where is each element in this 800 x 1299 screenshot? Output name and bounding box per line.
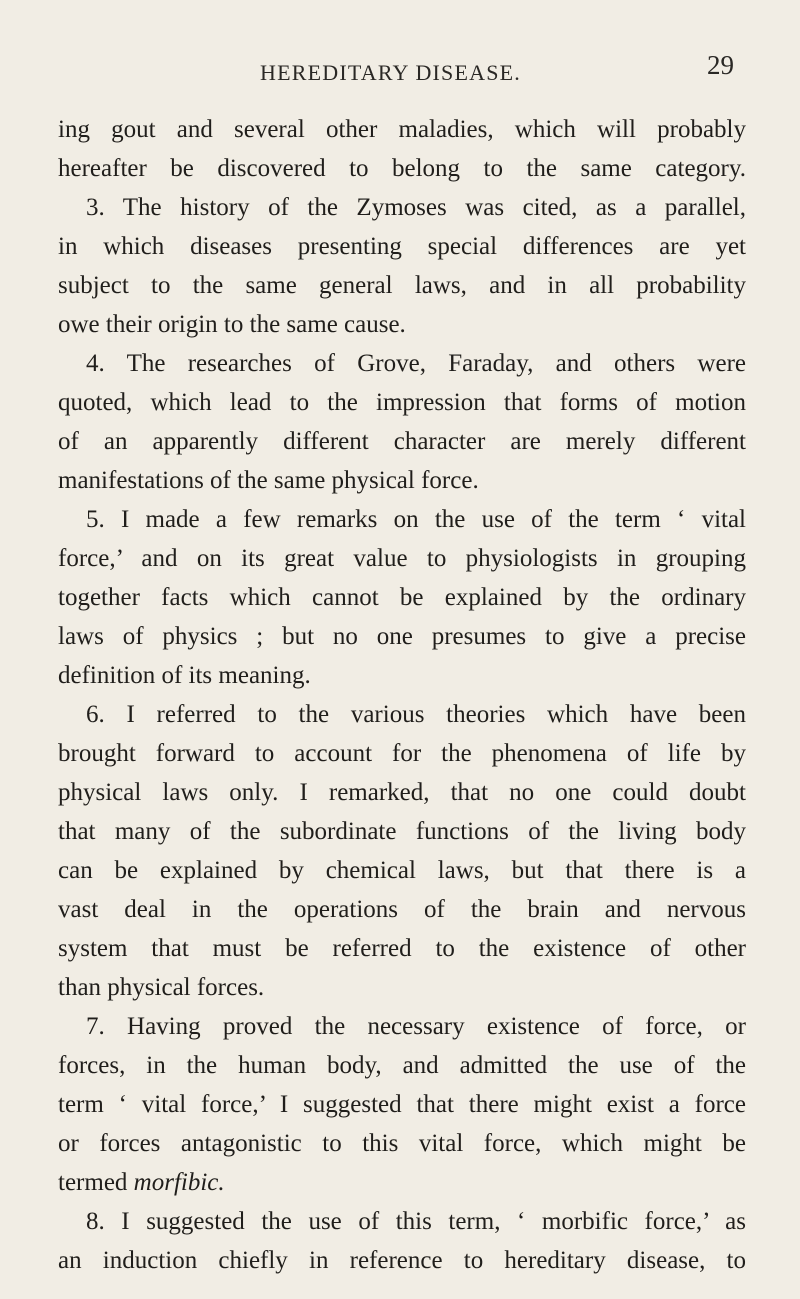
paragraph-8-start: 8. I suggested the use of this term, ‘ morbific force,’ as [86, 1208, 746, 1235]
text-line: forces, in the human body, and admitted the use of the [58, 1052, 746, 1079]
text-line: system that must be referred to the existence of other [58, 935, 746, 962]
text-line: ing gout and several other maladies, which will probably [58, 116, 746, 143]
text-line: hereafter be discovered to belong to the same category. [58, 155, 746, 182]
text-line-with-italic [58, 1163, 746, 1202]
text-line: term ‘ vital force,’ I suggested that there might exist a force [58, 1091, 746, 1118]
paragraph-4-start: 4. The researches of Grove, Faraday, and others were [86, 350, 746, 377]
text-line: definition of its meaning. [58, 662, 311, 689]
text-line: in which diseases presenting special differences are yet [58, 233, 746, 260]
text-line: of an apparently different character are merely different [58, 428, 746, 455]
italic-term: morfibic. [133, 1169, 225, 1196]
text-line: an induction chiefly in reference to hereditary disease, to [58, 1247, 746, 1274]
text-line: quoted, which lead to the impression that forms of motion [58, 389, 746, 416]
body-text [58, 110, 746, 1280]
text-line: laws of physics ; but no one presumes to give a precise [58, 623, 746, 650]
text-line: physical laws only. I remarked, that no one could doubt [58, 779, 746, 806]
paragraph-3-start: 3. The history of the Zymoses was cited, as a parallel, [86, 194, 746, 221]
text-line: vast deal in the operations of the brain and nervous [58, 896, 746, 923]
text-line: subject to the same general laws, and in all probability [58, 272, 746, 299]
paragraph-5-start: 5. I made a few remarks on the use of the term ‘ vital [86, 506, 746, 533]
paragraph-6-start: 6. I referred to the various theories which have been [86, 701, 746, 728]
text-line: owe their origin to the same cause. [58, 311, 406, 338]
text-line: together facts which cannot be explained by the ordinary [58, 584, 746, 611]
paragraph-7-start: 7. Having proved the necessary existence of force, or [86, 1013, 746, 1040]
text-line: manifestations of the same physical force. [58, 467, 479, 494]
text-line: brought forward to account for the phenomena of life by [58, 740, 746, 767]
running-head: HEREDITARY DISEASE. [260, 60, 521, 85]
text-line: that many of the subordinate functions of the living body [58, 818, 746, 845]
page-number: 29 [707, 50, 734, 80]
text-line: can be explained by chemical laws, but that there is a [58, 857, 746, 884]
text-line: or forces antagonistic to this vital force, which might be [58, 1130, 746, 1157]
page-header [58, 50, 746, 98]
text-line: than physical forces. [58, 974, 265, 1001]
line-prefix: termed [58, 1169, 134, 1196]
text-line: force,’ and on its great value to physiologists in grouping [58, 545, 746, 572]
